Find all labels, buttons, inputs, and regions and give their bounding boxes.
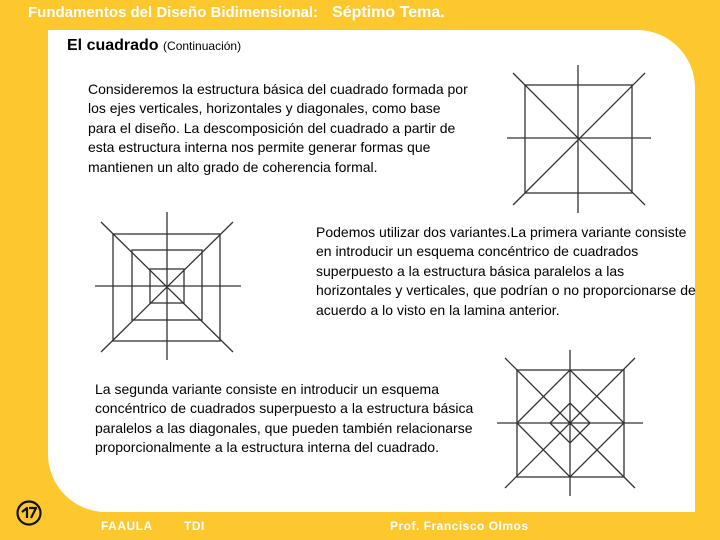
title-main: El cuadrado: [67, 37, 159, 54]
title-sub: (Continuación): [163, 39, 242, 53]
paragraph-basic-structure: Consideremos la estructura básica del cuadrado formada por los ejes verticales, horizontales y diagonales, como base para el diseño. La descomposición del cuadrado a partir de esta estructura interna nos permite generar formas que mantienen un alto grado de coherencia formal.: [88, 81, 468, 175]
slide-header: [28, 4, 445, 22]
footer-course-code: TDI: [184, 519, 205, 533]
paragraph-first-variant: Podemos utilizar dos variantes.La primera variante consiste en introducir un esquema concéntrico de cuadrados superpuesto a la estructura básica paralelos a las horizontales y verticales, que podrían o no proporcionarse de acuerdo a lo visto en la lamina anterior.: [316, 224, 696, 318]
page-title: [67, 37, 241, 55]
footer-professor: Prof. Francisco Olmos: [390, 519, 529, 533]
diagonal-squares-diagram: [495, 348, 645, 498]
course-title: Fundamentos del Diseño Bidimensional:: [28, 4, 319, 21]
basic-square-structure-diagram: [505, 65, 655, 215]
concentric-squares-diagram: [95, 212, 245, 362]
footer-school: FAAULA: [101, 519, 153, 533]
topic-title: Séptimo Tema.: [332, 4, 445, 21]
faaula-logo-icon: [16, 500, 42, 526]
paragraph-second-variant: La segunda variante consiste en introducir un esquema concéntrico de cuadrados superpuesto a la estructura básica paralelos a las diagonales, que pueden también relacionarse proporcionalmente a la estructura interna del cuadrado.: [95, 381, 474, 456]
